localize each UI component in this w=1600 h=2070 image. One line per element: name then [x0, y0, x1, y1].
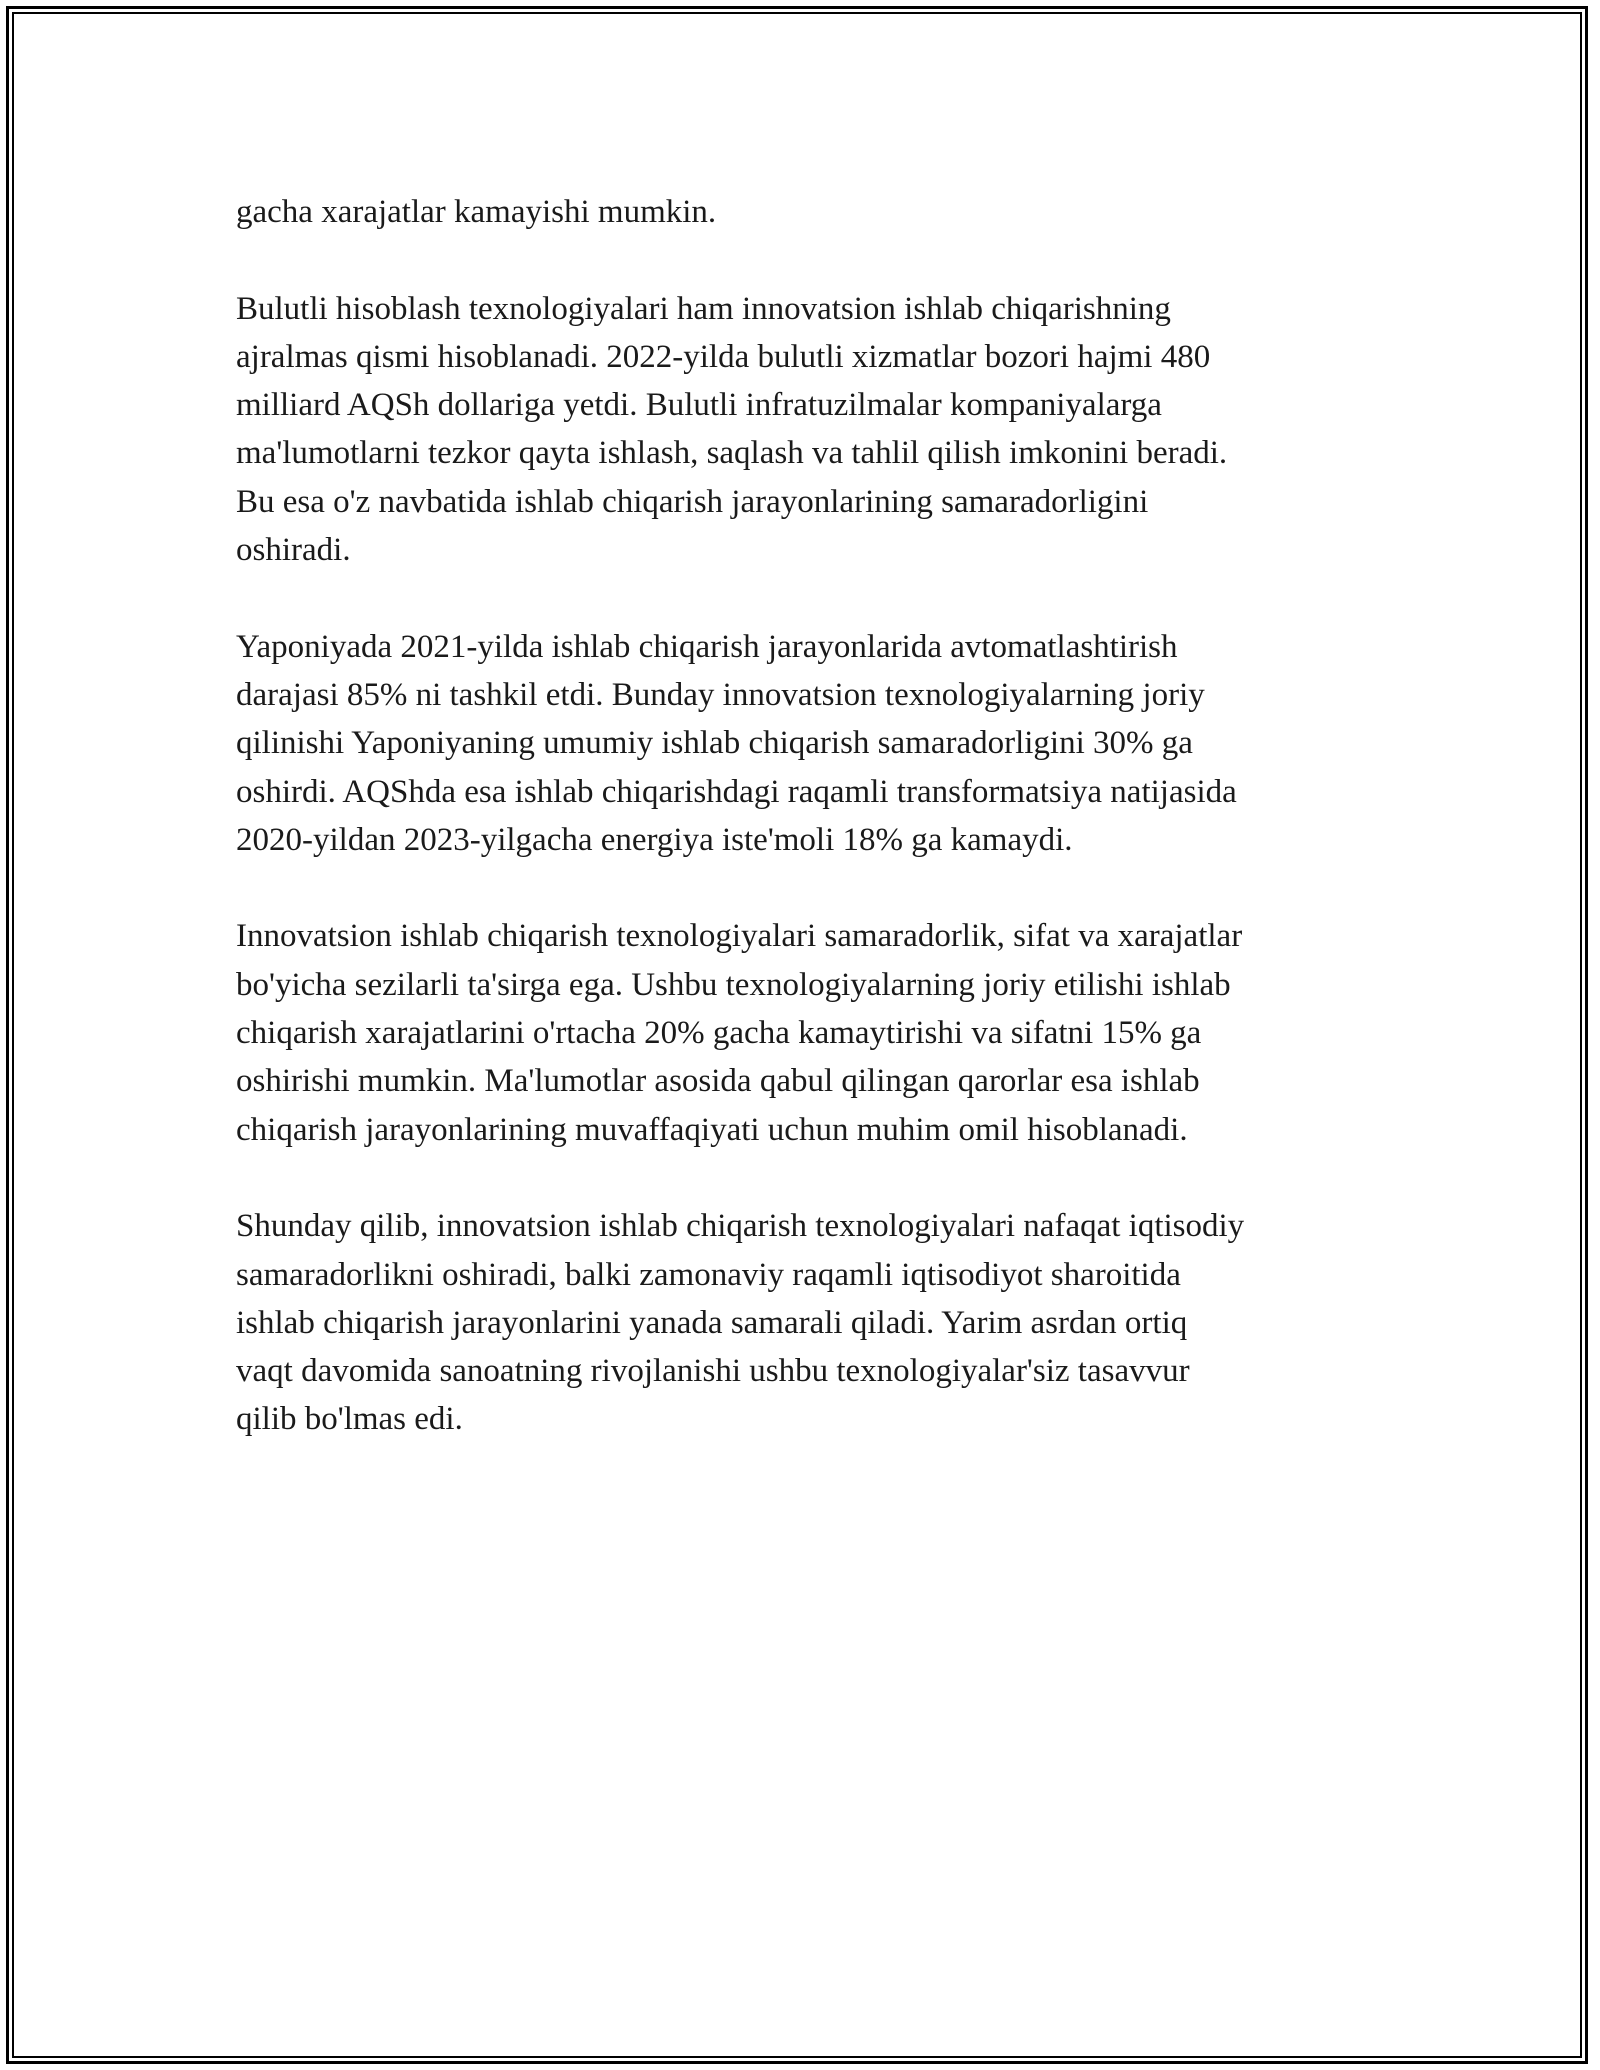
paragraph-2: Bulutli hisoblash texnologiyalari ham innovatsion ishlab chiqarishning ajralmas qismi hisoblanadi. 2022-yilda bulutli xizmatlar bozori hajmi 480 milliard AQSh dollariga yetdi. Bulutli infratuzilmalar kompaniyalarga ma'lumotlarni tezkor qayta ishlash, saqlash va tahlil qilish imkonini beradi. Bu esa o'z navbatida ishlab chiqarish jarayonlarining samaradorligini oshiradi. — [236, 290, 1228, 569]
document-body — [236, 188, 1386, 1492]
paragraph-1: gacha xarajatlar kamayishi mumkin. — [236, 194, 717, 230]
paragraph-5: Shunday qilib, innovatsion ishlab chiqarish texnologiyalari nafaqat iqtisodiy samaradorlikni oshiradi, balki zamonaviy raqamli iqtisodiyot sharoitida ishlab chiqarish jarayonlarini yanada samarali qiladi. Yarim asrdan ortiq vaqt davomida sanoatning rivojlanishi ushbu texnologiyalar'siz tasavvur qilib bo'lmas edi. — [236, 1208, 1245, 1438]
paragraph-4: Innovatsion ishlab chiqarish texnologiyalari samaradorlik, sifat va xarajatlar bo'yicha sezilarli ta'sirga ega. Ushbu texnologiyalarning joriy etilishi ishlab chiqarish xarajatlarini o'rtacha 20% gacha kamaytirishi va sifatni 15% ga oshirishi mumkin. Ma'lumotlar asosida qabul qilingan qarorlar esa ishlab chiqarish jarayonlarining muvaffaqiyati uchun muhim omil hisoblanadi. — [236, 918, 1243, 1148]
paragraph-3: Yaponiyada 2021-yilda ishlab chiqarish jarayonlarida avtomatlashtirish darajasi 85% ni tashkil etdi. Bunday innovatsion texnologiyalarning joriy qilinishi Yaponiyaning umumiy ishlab chiqarish samaradorligini 30% ga oshirdi. AQShda esa ishlab chiqarishdagi raqamli transformatsiya natijasida 2020-yildan 2023-yilgacha energiya iste'moli 18% ga kamaydi. — [236, 628, 1237, 858]
